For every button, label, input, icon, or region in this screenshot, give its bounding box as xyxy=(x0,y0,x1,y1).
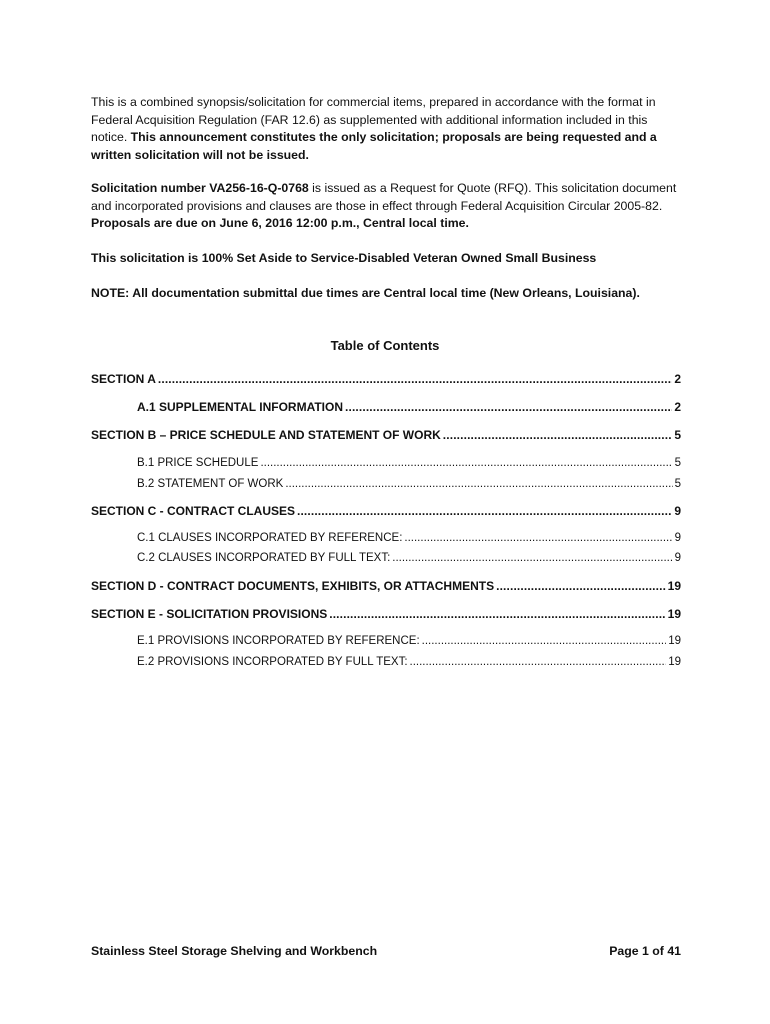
toc-entry-page: 2 xyxy=(674,372,681,386)
toc-entry-label: B.2 STATEMENT OF WORK xyxy=(137,478,284,490)
toc-entry-label: C.2 CLAUSES INCORPORATED BY FULL TEXT: xyxy=(137,552,391,564)
toc-entry-label: SECTION A xyxy=(91,372,156,386)
toc-entry-label: SECTION D - CONTRACT DOCUMENTS, EXHIBITS, OR ATTACHMENTS xyxy=(91,579,495,593)
toc-entry-label: E.1 PROVISIONS INCORPORATED BY REFERENCE: xyxy=(137,635,420,647)
toc-entry-page: 19 xyxy=(667,579,681,593)
toc-entry-c1[interactable] xyxy=(137,530,681,546)
toc-leader-dots xyxy=(329,606,665,622)
toc-entry-section-c[interactable] xyxy=(91,503,681,519)
toc-entry-page: 9 xyxy=(674,504,681,518)
toc-entry-page: 5 xyxy=(674,478,681,490)
solicitation-text: is issued as a Request for Quote (RFQ). This solicitation document and incorporated provisions and clauses are those in effect through Federal Acquisition Circular 2005-82. xyxy=(91,181,677,213)
toc-entry-section-e[interactable] xyxy=(91,606,681,622)
toc-title: Table of Contents xyxy=(330,338,440,353)
toc-entry-label: B.1 PRICE SCHEDULE xyxy=(137,457,259,469)
toc-entry-e1[interactable] xyxy=(137,633,681,649)
toc-entry-label: E.2 PROVISIONS INCORPORATED BY FULL TEXT: xyxy=(137,656,408,668)
toc-entry-c2[interactable] xyxy=(137,550,681,566)
toc-entry-page: 2 xyxy=(674,400,681,414)
solicitation-number: Solicitation number VA256-16-Q-0768 xyxy=(91,181,309,195)
toc-entry-section-b[interactable] xyxy=(91,427,681,443)
toc-entry-page: 5 xyxy=(674,428,681,442)
toc-entry-page: 9 xyxy=(674,532,681,544)
toc-entry-page: 19 xyxy=(668,635,681,647)
toc-leader-dots xyxy=(496,578,666,594)
toc-entry-label: A.1 SUPPLEMENTAL INFORMATION xyxy=(137,400,344,414)
toc-entry-page: 19 xyxy=(667,607,681,621)
toc-entry-label: SECTION E - SOLICITATION PROVISIONS xyxy=(91,607,328,621)
toc-leader-dots xyxy=(422,633,667,649)
toc-leader-dots xyxy=(443,427,673,443)
toc-entry-b2[interactable] xyxy=(137,476,681,492)
toc-leader-dots xyxy=(285,476,672,492)
toc-leader-dots xyxy=(345,399,672,415)
toc-entry-page: 19 xyxy=(668,656,681,668)
toc-leader-dots xyxy=(158,371,672,387)
toc-entry-label: C.1 CLAUSES INCORPORATED BY REFERENCE: xyxy=(137,532,403,544)
toc-leader-dots xyxy=(297,503,672,519)
set-aside-statement: This solicitation is 100% Set Aside to Service-Disabled Veteran Owned Small Business xyxy=(91,251,597,265)
toc-leader-dots xyxy=(260,455,672,471)
intro-bold-text: This announcement constitutes the only solicitation; proposals are being requested and a written solicitation will not be issued. xyxy=(91,130,657,162)
toc-entry-a1[interactable] xyxy=(137,399,681,415)
toc-entry-page: 5 xyxy=(674,457,681,469)
toc-entry-e2[interactable] xyxy=(137,654,681,670)
footer-title: Stainless Steel Storage Shelving and Workbench xyxy=(91,944,378,958)
toc-leader-dots xyxy=(392,550,672,566)
toc-entry-section-d[interactable] xyxy=(91,578,681,594)
toc-entry-b1[interactable] xyxy=(137,455,681,471)
intro-text: This is a combined synopsis/solicitation for commercial items, prepared in accordance with the format in Federal Acquisition Regulation (FAR 12.6) as supplemented with additional information included in this notice. xyxy=(91,95,656,144)
toc-entry-label: SECTION B – PRICE SCHEDULE AND STATEMENT OF WORK xyxy=(91,428,441,442)
toc-entry-label: SECTION C - CONTRACT CLAUSES xyxy=(91,504,295,518)
toc-entry-section-a[interactable] xyxy=(91,371,681,387)
toc-leader-dots xyxy=(404,530,672,546)
solicitation-paragraph xyxy=(91,180,681,233)
toc-entry-page: 9 xyxy=(674,552,681,564)
footer-page-number: Page 1 of 41 xyxy=(609,944,681,958)
toc-leader-dots xyxy=(410,654,667,670)
note-statement: NOTE: All documentation submittal due times are Central local time (New Orleans, Louisiana). xyxy=(91,286,640,300)
proposal-due-text: Proposals are due on June 6, 2016 12:00 p.m., Central local time. xyxy=(91,216,469,230)
intro-paragraph xyxy=(91,94,681,164)
